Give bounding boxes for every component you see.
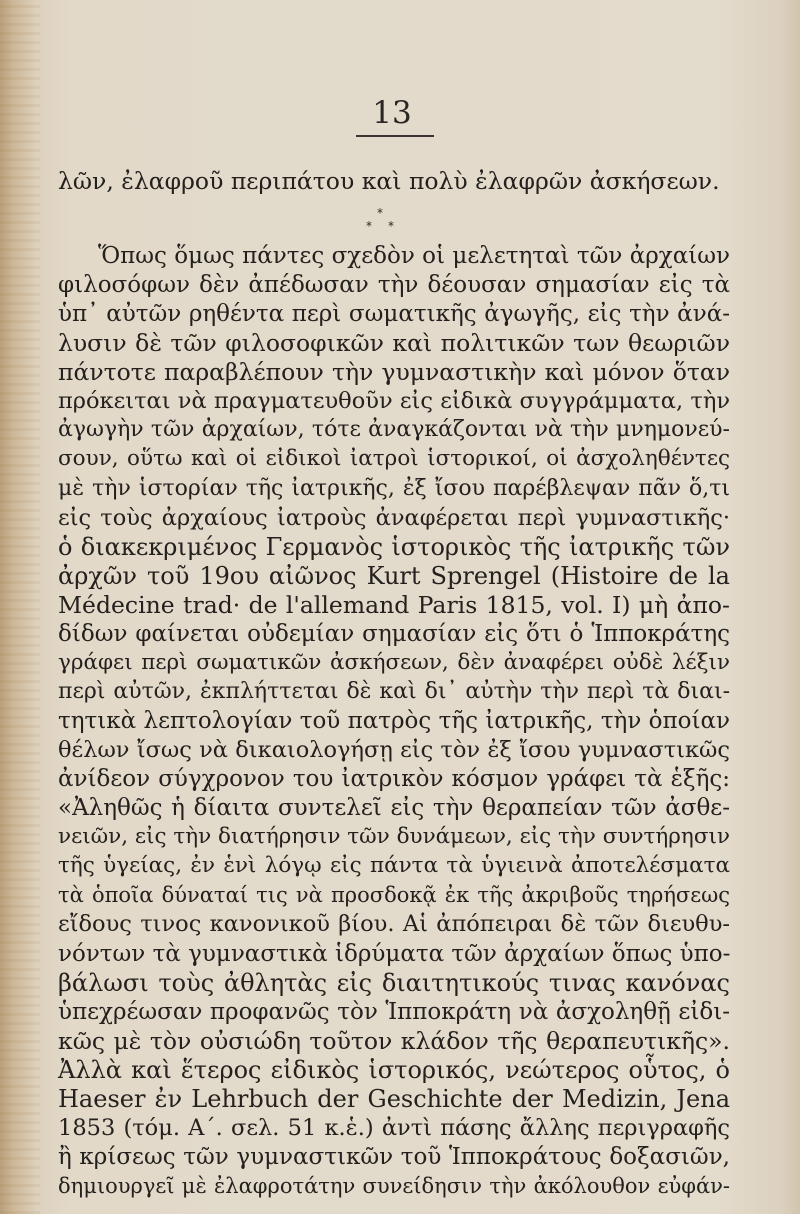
text-line: νειῶν, εἰς τὴν διατήρησιν τῶν δυνάμεων, εἰς τὴν συντήρησιν [58,824,730,849]
text-line: κῶς μὲ τὸν οὐσιώδη τοῦτον κλάδον τῆς θεραπευτικῆς». [58,1027,730,1055]
text-line: πάντοτε παραβλέπουν τὴν γυμναστικὴν καὶ μόνον ὅταν [58,358,730,386]
text-line: Médecine trad· de l'allemand Paris 1815, vol. I) μὴ ἀπο- [58,591,730,619]
page-number: 13 [372,95,412,131]
text-line: βάλωσι τοὺς ἀθλητὰς εἰς διαιτητικούς τινας κανόνας [58,969,730,997]
text-line: Ὅπως ὅμως πάντες σχεδὸν οἱ μελετηταὶ τῶν ἀρχαίων [98,243,730,269]
header-rule [356,135,434,137]
text-line: λῶν, ἐλαφροῦ περιπάτου καὶ πολὺ ἐλαφρῶν ἀσκήσεων. [58,167,720,195]
text-line: ἢ κρίσεως τῶν γυμναστικῶν τοῦ Ἱπποκράτους δοξασιῶν, [58,1144,730,1170]
text-line: θέλων ἴσως νὰ δικαιολογήσῃ εἰς τὸν ἐξ ἴσου γυμναστικῶς [58,737,730,763]
asterism-divider [362,207,402,237]
text-line: ἀνίδεον σύγχρονον του ἰατρικὸν κόσμον γράφει τὰ ἑξῆς: [58,766,730,792]
text-line: 1853 (τόμ. Α΄. σελ. 51 κ.ἑ.) ἀντὶ πάσης ἄλλης περιγραφῆς [58,1115,730,1141]
text-line: ὑπ᾽ αὐτῶν ρηθέντα περὶ σωματικῆς ἀγωγῆς, εἰς τὴν ἀνά- [58,301,730,327]
asterism-star: * [366,219,372,233]
text-line: σουν, οὕτω καὶ οἱ εἰδικοὶ ἰατροὶ ἱστορικοί, οἱ ἀσχοληθέντες [58,446,730,471]
text-line: ὑπεχρέωσαν προφανῶς τὸν Ἱπποκράτη νὰ ἀσχοληθῇ εἰδι- [58,999,730,1025]
asterism-star: * [388,219,394,233]
asterism-star: * [377,206,383,220]
text-line: «Ἀληθῶς ἡ δίαιτα συντελεῖ εἰς τὴν θεραπείαν τῶν ἀσθε- [58,795,730,821]
text-line: γράφει περὶ σωματικῶν ἀσκήσεων, δὲν ἀναφέρει οὐδὲ λέξιν [58,650,730,675]
text-line: περὶ αὐτῶν, ἐκπλήττεται δὲ καὶ δι᾽ αὐτὴν τὴν περὶ τὰ διαι- [58,679,730,704]
text-line: μὲ τὴν ἱστορίαν τῆς ἰατρικῆς, ἐξ ἴσου παρέβλεψαν πᾶν ὅ,τι [58,476,730,501]
text-line: δίδων φαίνεται οὐδεμίαν σημασίαν εἰς ὅτι ὁ Ἱπποκράτης [58,621,730,647]
text-line: λυσιν δὲ τῶν φιλοσοφικῶν καὶ πολιτικῶν των θεωριῶν [58,329,730,357]
text-line: εἴδους τινος κανονικοῦ βίου. Αἱ ἀπόπειραι δὲ τῶν διευθυ- [58,911,730,937]
text-line: Ἀλλὰ καὶ ἕτερος εἰδικὸς ἱστορικός, νεώτερος οὗτος, ὁ [58,1056,730,1084]
text-line: τητικὰ λεπτολογίαν τοῦ πατρὸς τῆς ἰατρικῆς, τὴν ὁποίαν [58,708,730,734]
text-line: τὰ ὁποῖα δύναταί τις νὰ προσδοκᾷ ἐκ τῆς ἀκριβοῦς τηρήσεως [58,883,730,907]
text-line: νόντων τὰ γυμναστικὰ ἱδρύματα τῶν ἀρχαίων ὅπως ὑπο- [58,941,731,967]
text-line: δημιουργεῖ μὲ ἐλαφροτάτην συνείδησιν τὴν ἀκόλουθον εὐφάν- [58,1174,730,1198]
text-line: ἀγωγὴν τῶν ἀρχαίων, τότε ἀναγκάζονται νὰ τὴν μνημονεύ- [58,417,730,442]
text-line: τῆς ὑγείας, ἐν ἑνὶ λόγῳ εἰς πάντα τὰ ὑγιεινὰ ἀποτελέσματα [58,853,730,878]
text-line: πρόκειται νὰ πραγματευθοῦν εἰς εἰδικὰ συγγράμματα, τὴν [58,388,730,414]
text-line: Haeser ἐν Lehrbuch der Geschichte der Medizin, Jena [58,1085,730,1113]
text-line: φιλοσόφων δὲν ἀπέδωσαν τὴν δέουσαν σημασίαν εἰς τὰ [58,272,730,298]
text-line: ὁ διακεκριμένος Γερμανὸς ἱστορικὸς τῆς ἰατρικῆς τῶν [58,533,730,561]
text-line: εἰς τοὺς ἀρχαίους ἰατροὺς ἀναφέρεται περὶ γυμναστικῆς· [58,505,730,531]
text-line: ἀρχῶν τοῦ 19ου αἰῶνος Kurt Sprengel (Histoire de la [58,562,730,590]
